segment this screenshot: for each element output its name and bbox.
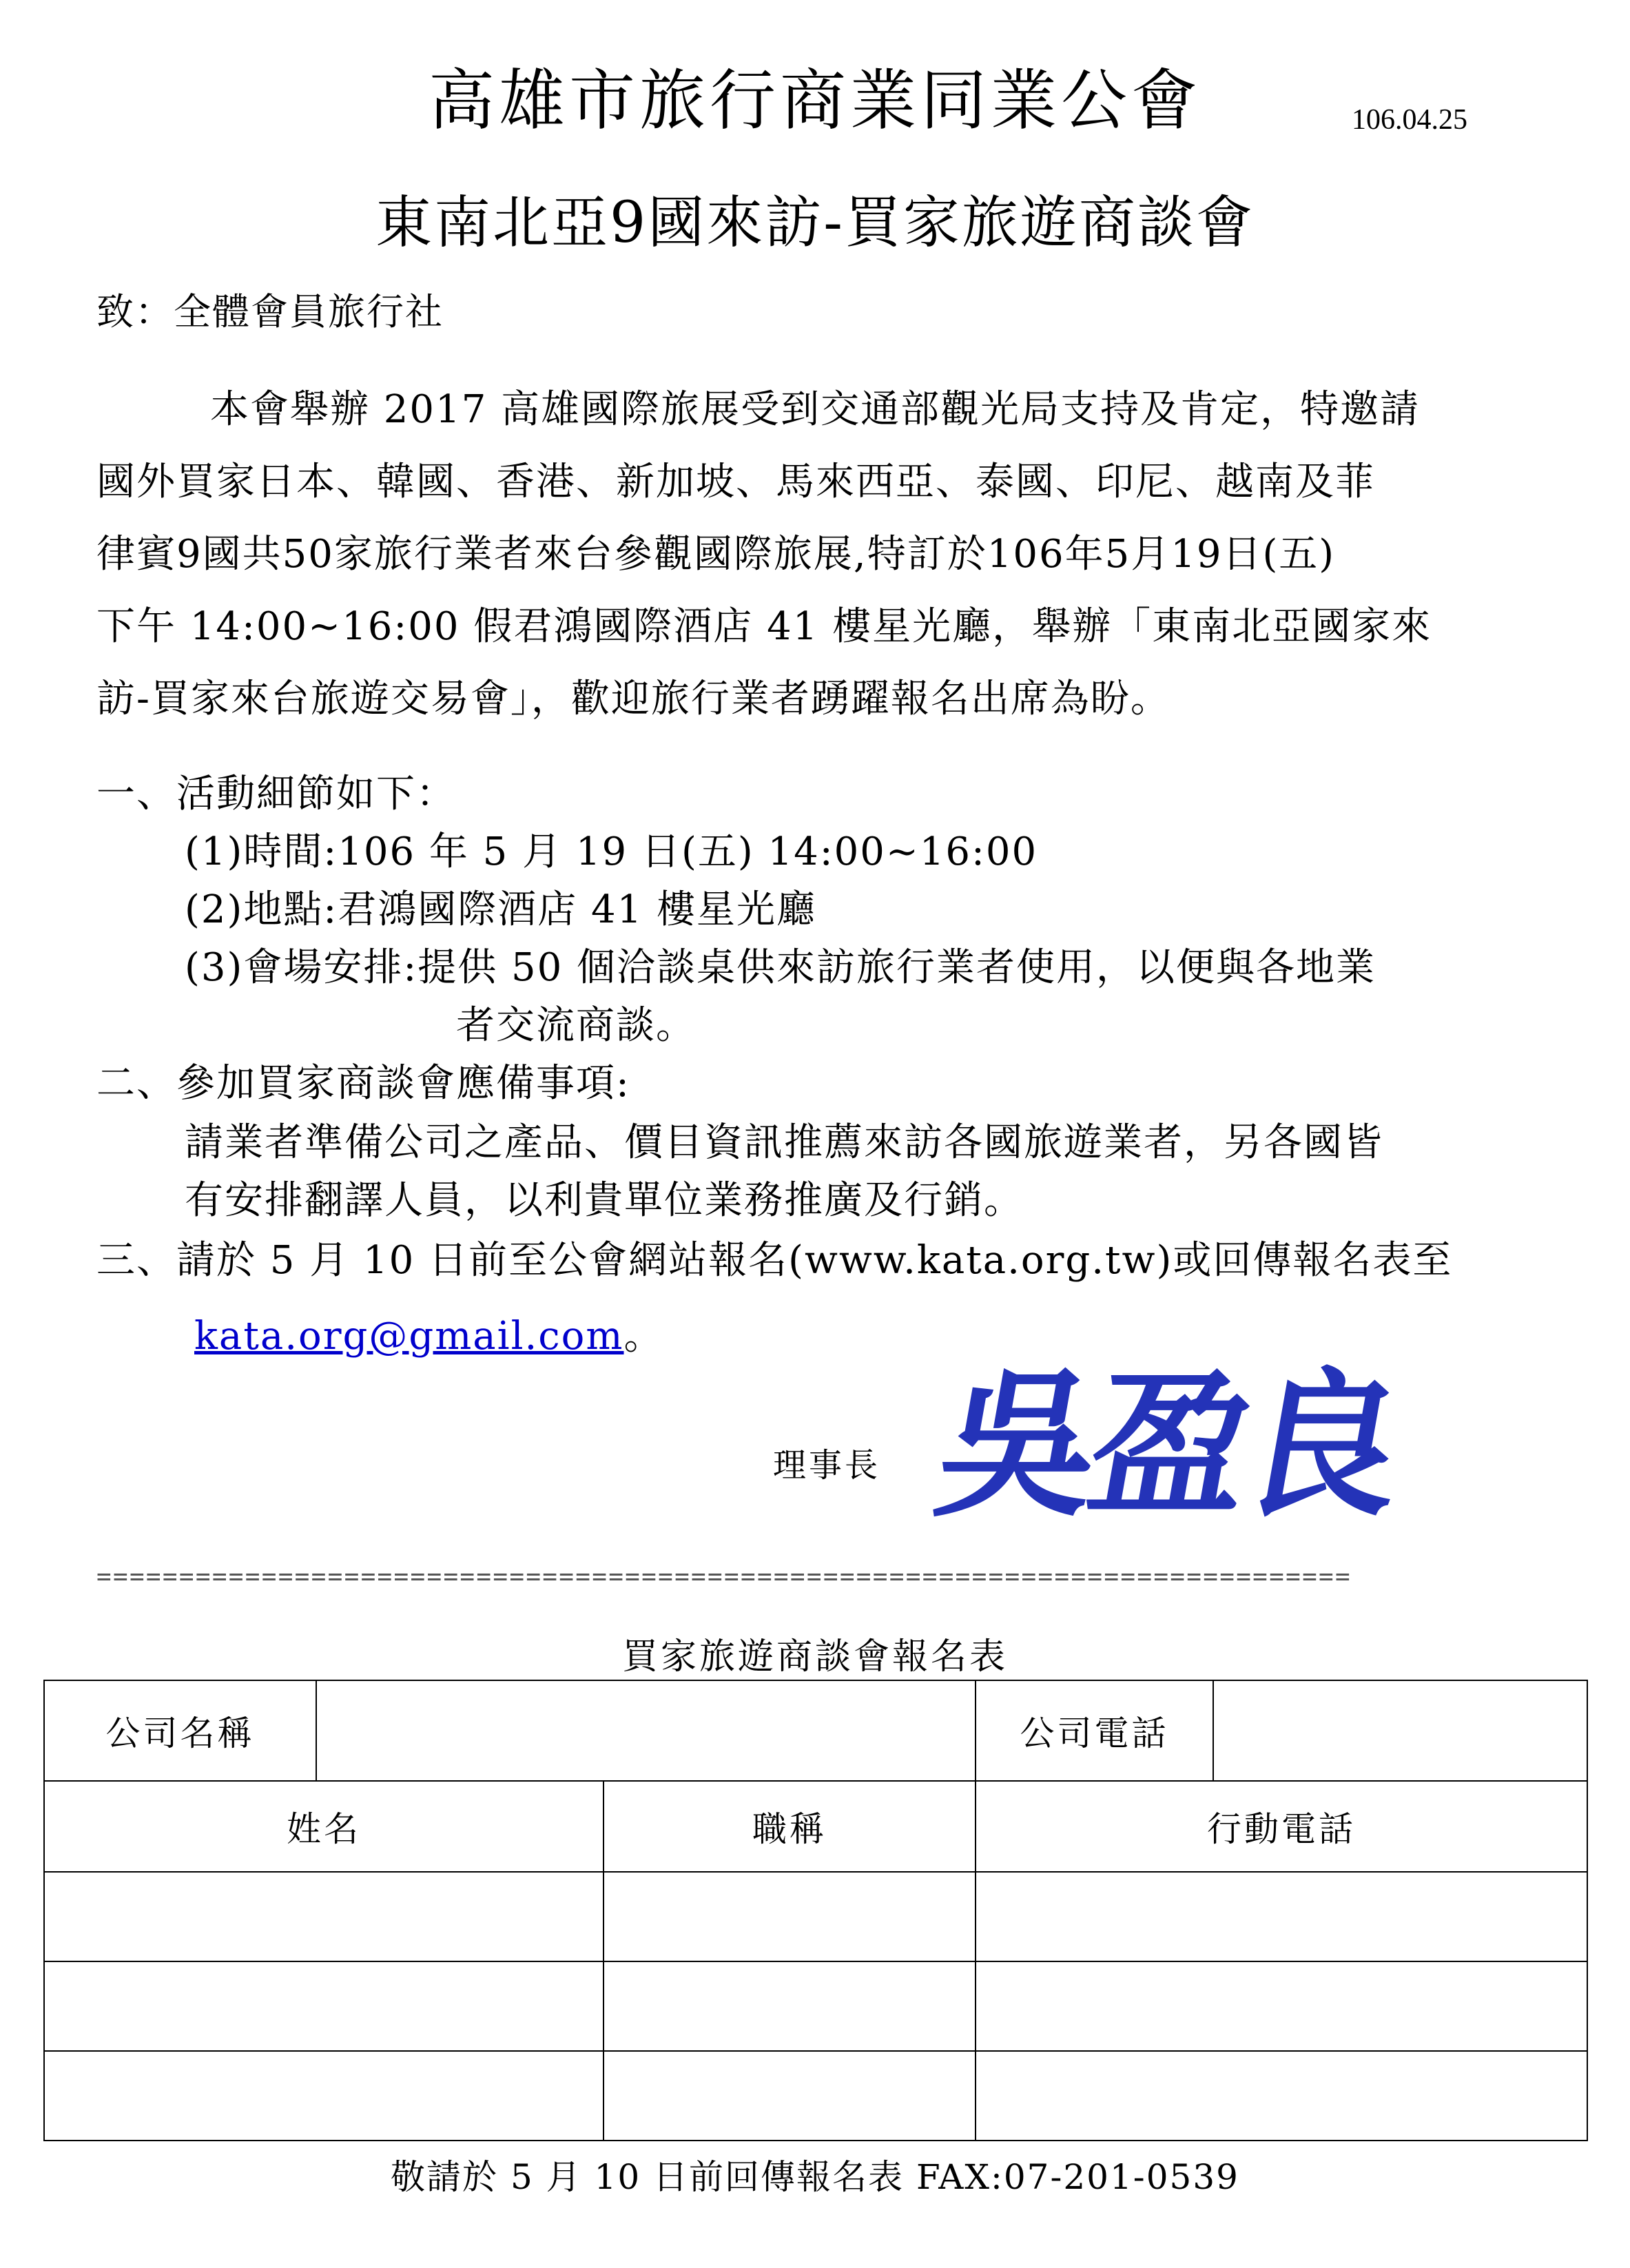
company-name-label: 公司名稱 <box>44 1680 316 1781</box>
section3-email-line <box>194 1306 663 1361</box>
fax-footer: 敬請於 5 月 10 日前回傳報名表 FAX:07-201-0539 <box>391 2157 1239 2197</box>
event-subtitle: 東南北亞9國來訪-買家旅遊商談會 <box>375 190 1255 256</box>
table-row <box>44 1872 1587 1961</box>
title-field[interactable] <box>603 1872 976 1961</box>
column-header-row <box>44 1781 1587 1872</box>
column-header-name: 姓名 <box>44 1781 603 1872</box>
intro-line-3: 律賓9國共50家旅行業者來台參觀國際旅展,特訂於106年5月19日(五) <box>96 532 1336 577</box>
column-header-mobile: 行動電話 <box>976 1781 1587 1872</box>
company-phone-field[interactable] <box>1213 1680 1587 1781</box>
title-field[interactable] <box>603 1961 976 2051</box>
company-phone-label: 公司電話 <box>976 1680 1213 1781</box>
mobile-field[interactable] <box>976 1872 1587 1961</box>
section2-line-1: 請業者準備公司之產品、價目資訊推薦來訪各國旅遊業者，另各國皆 <box>185 1120 1383 1165</box>
email-suffix: 。 <box>623 1314 664 1359</box>
name-field[interactable] <box>44 1872 603 1961</box>
section1-heading: 一、活動細節如下： <box>96 772 456 816</box>
section1-item-time: (1)時間:106 年 5 月 19 日(五) 14:00~16:00 <box>185 829 1038 874</box>
divider-line: ============================================================================ <box>96 1563 1352 1591</box>
salutation: 致：全體會員旅行社 <box>96 290 444 333</box>
name-field[interactable] <box>44 2051 603 2141</box>
chairman-label: 理事長 <box>773 1446 881 1485</box>
document-date: 106.04.25 <box>1352 104 1467 136</box>
intro-line-1: 本會舉辦 2017 高雄國際旅展受到交通部觀光局支持及肯定，特邀請 <box>210 387 1421 432</box>
mobile-field[interactable] <box>976 2051 1587 2141</box>
registration-form <box>43 1680 1588 2141</box>
section2-line-2: 有安排翻譯人員，以利貴單位業務推廣及行銷。 <box>185 1178 1024 1223</box>
intro-line-5: 訪-買家來台旅遊交易會」，歡迎旅行業者踴躍報名出席為盼。 <box>96 677 1170 721</box>
section3-line: 三、請於 5 月 10 日前至公會網站報名(www.kata.org.tw)或回傳報名表至 <box>96 1238 1453 1283</box>
intro-line-4: 下午 14:00~16:00 假君鴻國際酒店 41 樓星光廳，舉辦「東南北亞國家來 <box>96 604 1432 649</box>
company-name-field[interactable] <box>316 1680 976 1781</box>
name-field[interactable] <box>44 1961 603 2051</box>
company-row <box>44 1680 1587 1781</box>
page-title: 高雄市旅行商業同業公會 <box>429 62 1201 139</box>
intro-line-2: 國外買家日本、韓國、香港、新加坡、馬來西亞、泰國、印尼、越南及菲 <box>96 460 1375 504</box>
table-row <box>44 2051 1587 2141</box>
column-header-title: 職稱 <box>603 1781 976 1872</box>
table-row <box>44 1961 1587 2051</box>
section1-item-arrangement-cont: 者交流商談。 <box>456 1003 696 1048</box>
mobile-field[interactable] <box>976 1961 1587 2051</box>
chairman-signature: 吳盈良 <box>924 1354 1412 1538</box>
title-field[interactable] <box>603 2051 976 2141</box>
section1-item-venue: (2)地點:君鴻國際酒店 41 樓星光廳 <box>185 887 817 932</box>
section1-item-arrangement: (3)會場安排:提供 50 個洽談桌供來訪旅行業者使用，以便與各地業 <box>185 945 1376 990</box>
form-title: 買家旅遊商談會報名表 <box>621 1636 1008 1678</box>
section2-heading: 二、參加買家商談會應備事項: <box>96 1061 630 1106</box>
email-link[interactable]: kata.org@gmail.com <box>194 1314 624 1359</box>
